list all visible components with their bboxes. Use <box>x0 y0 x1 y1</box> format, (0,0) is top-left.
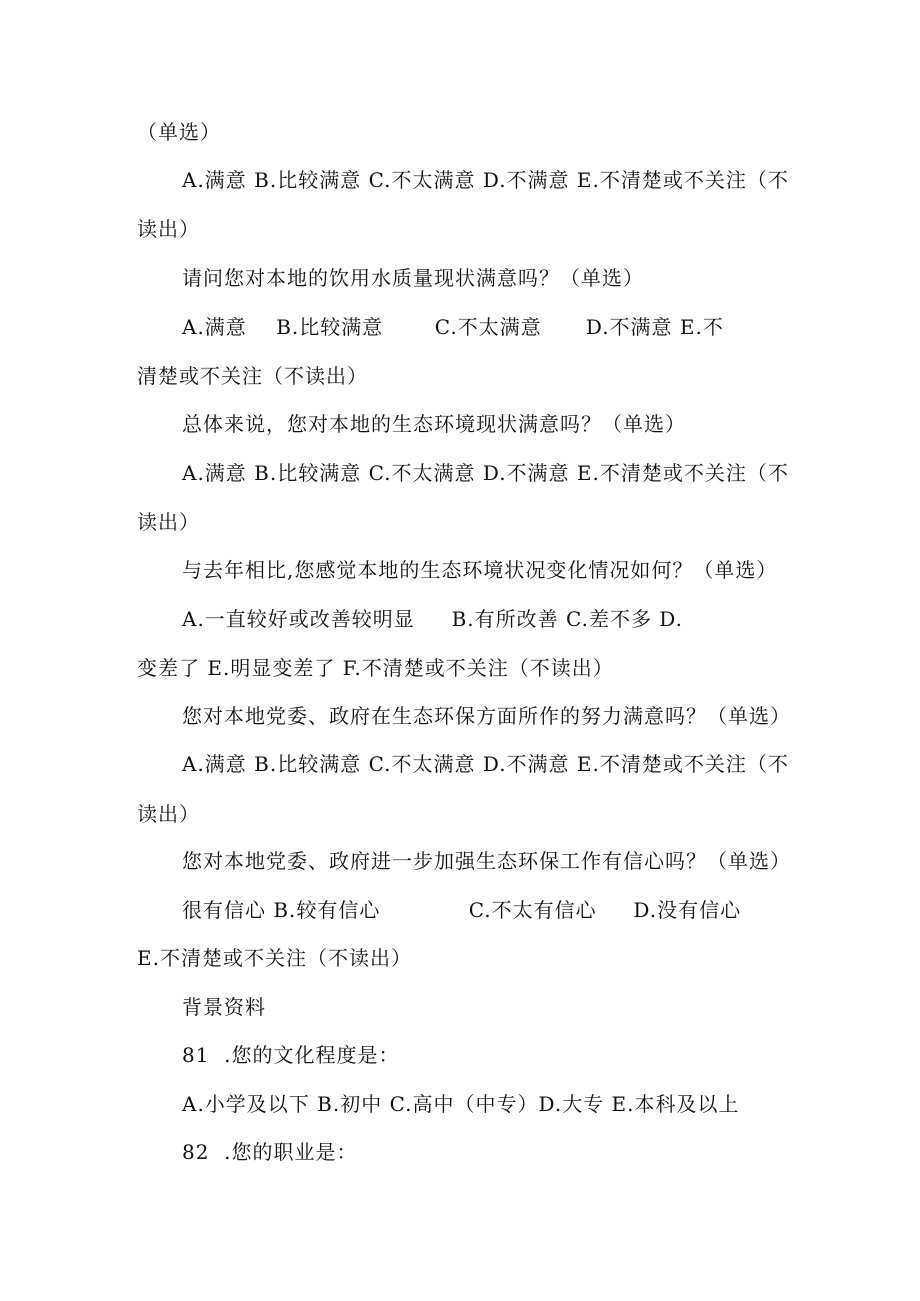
text-line-6: 清楚或不关注（不读出） <box>137 364 368 388</box>
question-government-effort: 您对本地党委、政府在生态环保方面所作的努力满意吗？（单选） <box>182 704 791 728</box>
question-environment-change: 与去年相比,您感觉本地的生态环境状况变化情况如何？（单选） <box>182 558 778 582</box>
text-line-14: A.满意 B.比较满意 C.不太满意 D.不满意 E.不清楚或不关注（不 <box>182 752 789 776</box>
text-line-11: A.一直较好或改善较明显 B.有所改善 C.差不多 D. <box>182 607 683 631</box>
text-line-17: 很有信心 B.较有信心 C.不太有信心 D.没有信心 <box>182 898 742 922</box>
question-overall-environment: 总体来说，您对本地的生态环境现状满意吗？（单选） <box>182 412 686 436</box>
text-line-12: 变差了 E.明显变差了 F.不清楚或不关注（不读出） <box>137 656 614 680</box>
text-line-3: 读出） <box>137 217 200 241</box>
text-line-18: E.不清楚或不关注（不读出） <box>137 946 412 970</box>
text-line-5: A.满意 B.比较满意 C.不太满意 D.不满意 E.不 <box>182 315 724 339</box>
question-education: 81 .您的文化程度是： <box>182 1043 400 1067</box>
text-line-15: 读出） <box>137 802 200 826</box>
text-line-21: A.小学及以下 B.初中 C.高中（中专）D.大专 E.本科及以上 <box>182 1092 740 1116</box>
question-drinking-water: 请问您对本地的饮用水质量现状满意吗？（单选） <box>182 266 644 290</box>
question-occupation: 82 .您的职业是： <box>182 1140 358 1164</box>
text-line-9: 读出） <box>137 510 200 534</box>
text-line-8: A.满意 B.比较满意 C.不太满意 D.不满意 E.不清楚或不关注（不 <box>182 461 789 485</box>
question-confidence: 您对本地党委、政府进一步加强生态环保工作有信心吗？（单选） <box>182 849 791 873</box>
text-line-1: （单选） <box>137 120 221 144</box>
section-heading-background: 背景资料 <box>182 995 266 1019</box>
text-line-2: A.满意 B.比较满意 C.不太满意 D.不满意 E.不清楚或不关注（不 <box>182 168 789 192</box>
